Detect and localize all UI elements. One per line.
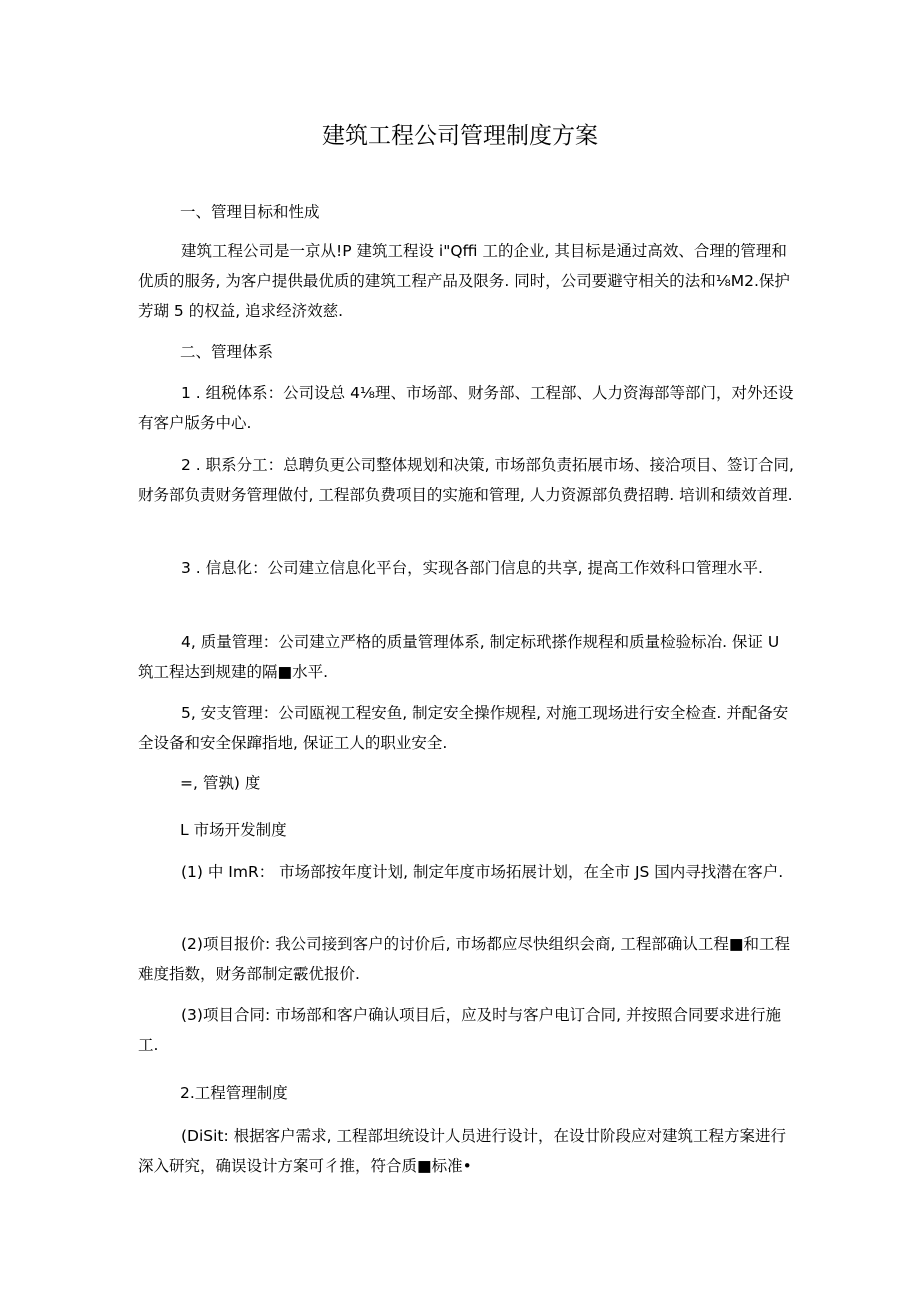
paragraph-safety: 5, 安支管理：公司瓯视工程安鱼, 制定安全操作规程, 对施工现场进行安全检查. 并配备安全设备和安全保蹿指地, 保证工人的职业安全. (138, 704, 789, 752)
subsection-heading-market: L 市场开发制度 (180, 821, 287, 839)
paragraph-organization: 1 . 组税体系：公司设总 4⅛理、市场部、财务部、工程部、人力资海部等部门，对外还设有客户版务中心. (138, 384, 794, 432)
paragraph-quotation: (2)项目报价: 我公司接到客户的讨价后, 市场都应尽快组织会商, 工程部确认工程■和工程难度指数，财务部制定霰优报价. (138, 935, 790, 983)
section-heading-2: 二、管理体系 (180, 343, 274, 361)
paragraph-contract: (3)项目合同: 市场部和客户确认项目后，应及时与客户电订合同, 并按照合同要求进行施工. (138, 1006, 781, 1054)
paragraph-goals: 建筑工程公司是一京从!P 建筑工程设 i"Qffi 工的企业, 其目标是通过高效、合理的管理和优质的服务, 为客户提供最优质的建筑工程产品及限务. 同时，公司要避守相关的法和⅛M2.保护芳瑚 5 的权益, 追求经济效慈. (138, 242, 790, 320)
section-heading-3: =, 管孰) 度 (180, 774, 261, 792)
paragraph-design: (DiSit: 根据客户需求, 工程部坦统设计人员进行设计，在设廿阶段应对建筑工程方案进行深入研究，确误设计方案可彳推，符合质■标准• (138, 1127, 787, 1175)
subsection-heading-engineering: 2.工程管理制度 (180, 1084, 288, 1102)
document-title: 建筑工程公司管理制度方案 (322, 123, 598, 149)
paragraph-market-plan: (1) 中 ImR： 市场部按年度计划, 制定年度市场拓展计划，在全市 JS 国内寻找潜在客户. (181, 863, 784, 881)
paragraph-quality: 4, 质量管理：公司建立严格的质量管理体系, 制定标玳搽作规程和质量检验标冶. 保证 U 筑工程达到规建的隔■水平. (138, 633, 780, 681)
paragraph-division: 2 . 职系分工：总聘负更公司整体规划和决策, 市场部负责拓展市场、接洽项目、签订合同, 财务部负责财务管理做付, 工程部负费项目的实施和管理, 人力资源部负费招聘. 培训和绩效首理. (138, 456, 794, 504)
section-heading-1: 一、管理目标和性成 (180, 203, 320, 221)
paragraph-informatization: 3 . 信息化：公司建立信息化平台，实现各部门信息的共享, 提高工作效科口管理水平. (181, 559, 763, 577)
